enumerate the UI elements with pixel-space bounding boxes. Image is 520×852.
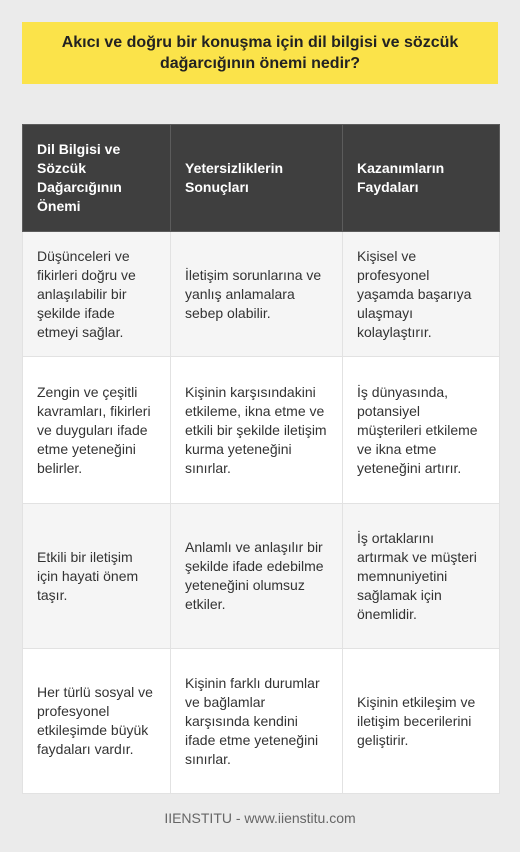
footer-source: IIENSTITU - www.iienstitu.com bbox=[164, 810, 356, 826]
table-cell: İş dünyasında, potansiyel müşterileri etkileme ve ikna etme yeteneğini artırır. bbox=[343, 357, 500, 504]
table-row bbox=[23, 649, 500, 794]
column-header-benefits: Kazanımların Faydaları bbox=[343, 125, 500, 232]
table-cell: Düşünceleri ve fikirleri doğru ve anlaşılabilir bir şekilde ifade etmeyi sağlar. bbox=[23, 232, 171, 357]
page-title: Akıcı ve doğru bir konuşma için dil bilgisi ve sözcük dağarcığının önemi nedir? bbox=[61, 34, 459, 72]
table-header-row bbox=[23, 125, 500, 232]
table-row bbox=[23, 504, 500, 649]
table-row bbox=[23, 232, 500, 357]
table-cell: Anlamlı ve anlaşılır bir şekilde ifade edebilme yeteneğini olumsuz etkiler. bbox=[171, 504, 343, 649]
comparison-table bbox=[22, 124, 500, 794]
table-cell: Kişinin farklı durumlar ve bağlamlar karşısında kendini ifade etme yeteneğini sınırlar. bbox=[171, 649, 343, 794]
table-row bbox=[23, 357, 500, 504]
column-header-consequences: Yetersizliklerin Sonuçları bbox=[171, 125, 343, 232]
table-cell: Etkili bir iletişim için hayati önem taşır. bbox=[23, 504, 171, 649]
table-cell: İletişim sorunlarına ve yanlış anlamalara sebep olabilir. bbox=[171, 232, 343, 357]
table-cell: Kişisel ve profesyonel yaşamda başarıya ulaşmayı kolaylaştırır. bbox=[343, 232, 500, 357]
table-cell: Her türlü sosyal ve profesyonel etkileşimde büyük faydaları vardır. bbox=[23, 649, 171, 794]
table-cell: Kişinin etkileşim ve iletişim becerilerini geliştirir. bbox=[343, 649, 500, 794]
title-banner bbox=[22, 22, 498, 84]
table-cell: İş ortaklarını artırmak ve müşteri memnuniyetini sağlamak için önemlidir. bbox=[343, 504, 500, 649]
column-header-importance: Dil Bilgisi ve Sözcük Dağarcığının Önemi bbox=[23, 125, 171, 232]
table-cell: Zengin ve çeşitli kavramları, fikirleri ve duyguları ifade etme yeteneğini belirler. bbox=[23, 357, 171, 504]
table-cell: Kişinin karşısındakini etkileme, ikna etme ve etkili bir şekilde iletişim kurma yeteneğini sınırlar. bbox=[171, 357, 343, 504]
